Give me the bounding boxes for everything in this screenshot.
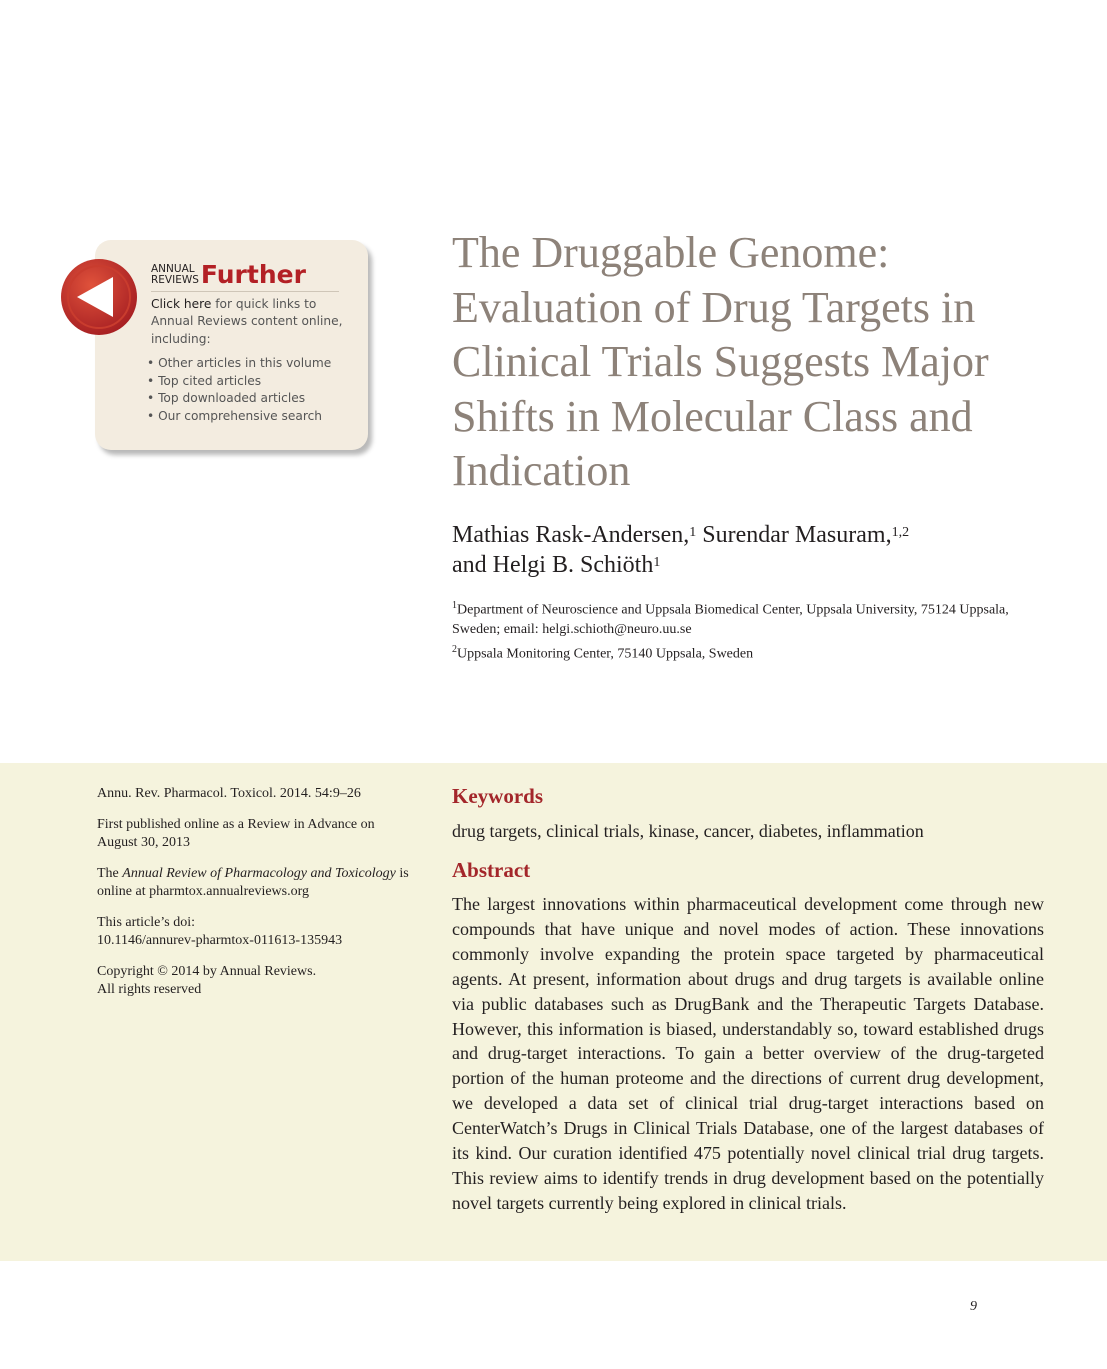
copyright: Copyright © 2014 by Annual Reviews. All rights reserved: [97, 963, 317, 997]
further-header: [151, 260, 306, 289]
author-affiliation-mark: 1: [653, 555, 661, 570]
author-name: Surendar Masuram,: [702, 522, 892, 548]
further-label: Further: [200, 260, 306, 289]
affiliation-2: $^2$Uppsala Monitoring Center, 75140 Uppsala, Sweden: [452, 644, 754, 662]
further-link-item[interactable]: • Other articles in this volume: [147, 356, 332, 370]
further-description: Click here for quick links to Annual Reviews content online, including:: [151, 297, 343, 346]
further-arrow-icon[interactable]: [59, 257, 139, 337]
author-name: Mathias Rask-Andersen,: [452, 522, 690, 548]
page-number: 9: [970, 1299, 977, 1314]
keywords-heading: Keywords: [452, 784, 543, 808]
doi-link[interactable]: 10.1146/annurev-pharmtox-011613-135943: [97, 933, 343, 948]
author-affiliation-mark: 1: [689, 525, 697, 540]
article-title: The Druggable Genome: Evaluation of Drug Targets in Clinical Trials Suggests Major Shifts in Molecular Class and Indication: [452, 228, 989, 495]
click-here-link[interactable]: Click here: [151, 297, 212, 311]
doi: This article’s doi: 10.1146/annurev-pharmtox-011613-135943: [97, 914, 343, 948]
journal-info: The Annual Review of Pharmacology and Toxicology is online at pharmtox.annualreviews.org: [97, 865, 409, 899]
first-published: First published online as a Review in Advance on August 30, 2013: [97, 816, 375, 850]
abstract-heading: Abstract: [452, 858, 531, 882]
further-link-item[interactable]: • Top cited articles: [147, 373, 262, 388]
author-name: and Helgi B. Schiöth: [452, 552, 654, 578]
affiliation-1: $^1$Department of Neuroscience and Uppsala Biomedical Center, Uppsala University, 75124 Uppsala, Sweden; email: helgi.schioth@neuro.uu.se: [452, 600, 1009, 638]
further-link-item[interactable]: • Our comprehensive search: [147, 408, 323, 423]
authors: [452, 520, 1052, 580]
author-affiliation-mark: 1,2: [891, 525, 910, 540]
keywords-text: drug targets, clinical trials, kinase, cancer, diabetes, inflammation: [452, 821, 924, 841]
annual-reviews-logo: ANNUAL REVIEWS: [151, 262, 199, 286]
article-metadata: [97, 785, 417, 1012]
further-link-item[interactable]: • Top downloaded articles: [147, 391, 306, 405]
further-links-list: [147, 355, 331, 425]
further-divider: [151, 291, 339, 292]
abstract-text: The largest innovations within pharmaceutical development come through new compounds that have unique and novel modes of action. These innovations commonly involve expanding the protein space targeted by pharmaceutical agents. At present, information about drugs and drug targets is available online via public databases such as DrugBank and the Therapeutic Targets Database. However, this information is biased, understandably so, toward established drugs and drug-target interactions. To gain a better overview of the drug-targeted portion of the human proteome and the directions of current drug development, we developed a data set of clinical trial drug-target interactions based on CenterWatch’s Drugs in Clinical Trials Database, one of the largest databases of its kind. Our curation identified 475 potentially novel clinical trial drug targets. This review aims to identify trends in drug development based on the potentially novel targets currently being explored in clinical trials.: [452, 894, 1044, 1213]
citation: Annu. Rev. Pharmacol. Toxicol. 2014. 54:9–26: [97, 786, 361, 801]
